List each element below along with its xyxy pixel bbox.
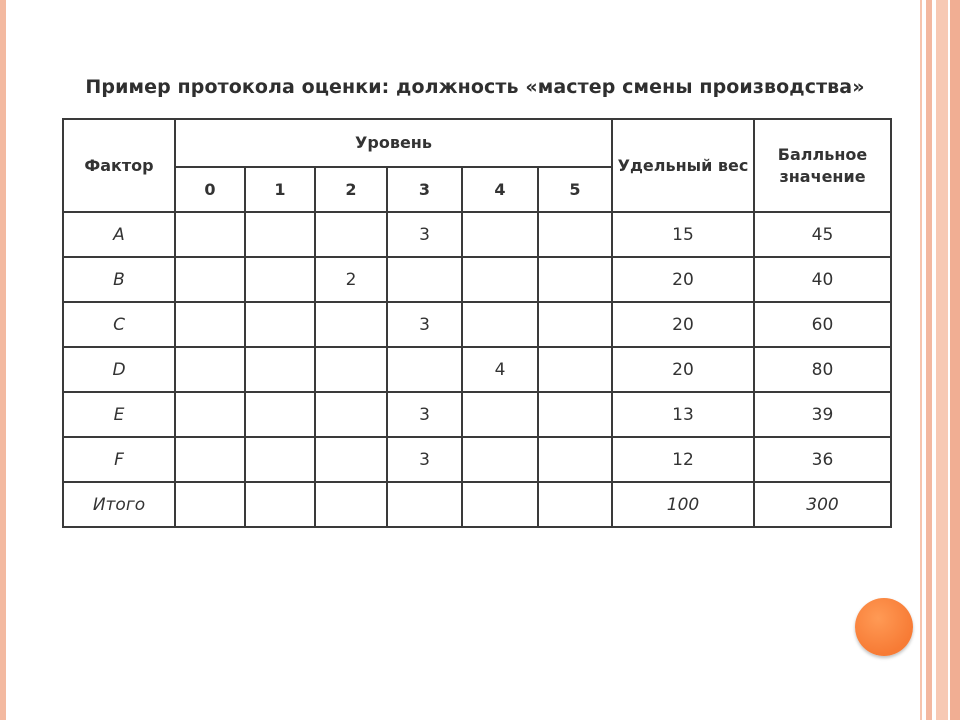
level-cell	[315, 302, 387, 347]
slide-frame-right-stripe	[926, 0, 932, 720]
level-cell	[245, 302, 315, 347]
factor-cell: E	[63, 392, 175, 437]
factor-cell: B	[63, 257, 175, 302]
header-level-2: 2	[315, 167, 387, 212]
score-cell: 40	[754, 257, 891, 302]
level-cell	[387, 257, 462, 302]
level-cell	[462, 437, 538, 482]
level-cell	[315, 212, 387, 257]
factor-cell: D	[63, 347, 175, 392]
table-cell	[462, 482, 538, 527]
level-cell	[175, 392, 245, 437]
level-cell	[462, 212, 538, 257]
level-cell	[538, 257, 612, 302]
level-cell	[245, 392, 315, 437]
header-weight: Удельный вес	[612, 119, 754, 212]
level-cell: 3	[387, 437, 462, 482]
level-cell	[245, 257, 315, 302]
factor-cell: F	[63, 437, 175, 482]
header-score: Балльное значение	[754, 119, 891, 212]
score-cell: 80	[754, 347, 891, 392]
weight-cell: 13	[612, 392, 754, 437]
table-caption: Пример протокола оценки: должность «мастер смены производства»	[85, 76, 865, 98]
level-cell	[538, 392, 612, 437]
table-cell	[245, 482, 315, 527]
factor-cell: C	[63, 302, 175, 347]
table-cell	[387, 482, 462, 527]
table-body	[63, 212, 891, 482]
level-cell	[175, 212, 245, 257]
weight-cell: 20	[612, 257, 754, 302]
weight-cell: 12	[612, 437, 754, 482]
slide-frame-right-stripe	[920, 0, 922, 720]
slide-frame-right-stripe	[950, 0, 960, 720]
level-cell	[245, 347, 315, 392]
score-cell: 60	[754, 302, 891, 347]
level-cell	[175, 347, 245, 392]
evaluation-table	[62, 118, 892, 528]
total-score: 300	[754, 482, 891, 527]
total-weight: 100	[612, 482, 754, 527]
table-row	[63, 302, 891, 347]
level-cell	[175, 302, 245, 347]
weight-cell: 20	[612, 302, 754, 347]
total-row	[63, 482, 891, 527]
header-level-1: 1	[245, 167, 315, 212]
level-cell	[387, 347, 462, 392]
table-row	[63, 392, 891, 437]
header-level-3: 3	[387, 167, 462, 212]
level-cell	[245, 212, 315, 257]
level-cell	[315, 437, 387, 482]
table-row	[63, 212, 891, 257]
weight-cell: 15	[612, 212, 754, 257]
score-cell: 36	[754, 437, 891, 482]
table-row	[63, 347, 891, 392]
header-factor: Фактор	[63, 119, 175, 212]
level-cell	[462, 302, 538, 347]
level-cell	[462, 392, 538, 437]
factor-cell: A	[63, 212, 175, 257]
level-cell: 3	[387, 302, 462, 347]
level-cell	[538, 302, 612, 347]
level-cell	[462, 257, 538, 302]
level-cell: 3	[387, 212, 462, 257]
level-cell	[175, 437, 245, 482]
level-cell	[538, 347, 612, 392]
table-cell	[175, 482, 245, 527]
slide-frame-left	[0, 0, 6, 720]
table-cell	[315, 482, 387, 527]
slide-frame-right-stripe	[936, 0, 948, 720]
table-row	[63, 437, 891, 482]
level-cell: 4	[462, 347, 538, 392]
header-level-0: 0	[175, 167, 245, 212]
level-cell	[175, 257, 245, 302]
table-row	[63, 257, 891, 302]
score-cell: 45	[754, 212, 891, 257]
score-cell: 39	[754, 392, 891, 437]
level-cell	[538, 212, 612, 257]
header-level-4: 4	[462, 167, 538, 212]
total-label: Итого	[63, 482, 175, 527]
decorative-orange-circle	[855, 598, 913, 656]
table-cell	[538, 482, 612, 527]
level-cell	[538, 437, 612, 482]
level-cell	[315, 347, 387, 392]
header-level: Уровень	[175, 119, 612, 167]
weight-cell: 20	[612, 347, 754, 392]
level-cell	[245, 437, 315, 482]
header-level-5: 5	[538, 167, 612, 212]
level-cell	[315, 392, 387, 437]
level-cell: 2	[315, 257, 387, 302]
level-cell: 3	[387, 392, 462, 437]
